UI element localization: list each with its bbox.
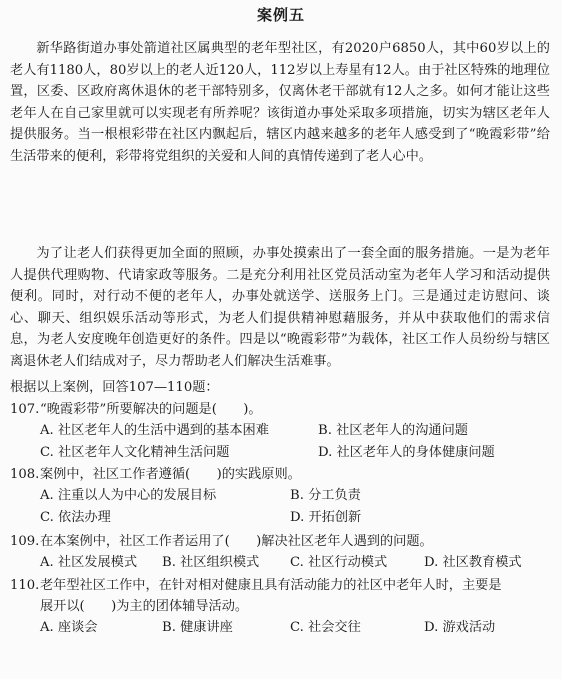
option-a[interactable]: A. 注重以人为中心的发展目标: [40, 488, 217, 503]
question-text: 案例中，社区工作者遵循( )的实践原则。: [40, 467, 301, 482]
option-d[interactable]: D. 社区老年人的身体健康问题: [318, 445, 495, 460]
option-b[interactable]: B. 健康讲座: [162, 620, 233, 635]
question-number: 108.: [10, 467, 40, 482]
question-options: [40, 442, 555, 464]
option-b[interactable]: B. 社区老年人的沟通问题: [318, 423, 468, 438]
questions-intro: 根据以上案例，回答107—110题：: [10, 380, 219, 395]
question-108: [10, 464, 555, 529]
question-stem: [10, 531, 555, 552]
question-options: [40, 420, 555, 442]
question-109: [10, 531, 555, 574]
option-d[interactable]: D. 开拓创新: [290, 510, 362, 525]
question-110: [10, 575, 555, 639]
question-options: [40, 552, 555, 574]
question-number: 109.: [10, 534, 40, 549]
question-stem: [10, 399, 555, 420]
option-d[interactable]: D. 社区教育模式: [424, 555, 522, 570]
option-b[interactable]: B. 分工负责: [290, 488, 361, 503]
question-number: 107.: [10, 402, 40, 417]
question-text-continued: 展开以( )为主的团体辅导活动。: [40, 599, 249, 614]
question-text: 老年型社区工作中，在针对相对健康且具有活动能力的社区中老年人时，主要是: [40, 578, 502, 593]
case-paragraph-2: 为了让老人们获得更加全面的照顾，办事处摸索出了一套全面的服务措施。一是为老年人提供代理购物、代请家政等服务。二是充分利用社区党员活动室为老年人学习和活动提供便利。同时，对行动不便的老年人，办事处就送学、送服务上门。三是通过走访慰问、谈心、聊天、组织娱乐活动等形式，为老人们提供精神慰藉服务，并从中获取他们的需求信息，为老人安度晚年创造更好的条件。四是以“晚霞彩带”为载体，社区工作人员纷纷与辖区离退休老人们结成对子，尽力帮助老人们解决生活难事。: [10, 246, 550, 369]
option-a[interactable]: A. 社区发展模式: [40, 555, 138, 570]
option-a[interactable]: A. 座谈会: [40, 620, 98, 635]
option-a[interactable]: A. 社区老年人的生活中遇到的基本困难: [40, 423, 269, 438]
question-number: 110.: [10, 578, 40, 593]
option-d[interactable]: D. 游戏活动: [424, 620, 496, 635]
option-c[interactable]: C. 社区老年人文化精神生活问题: [40, 445, 230, 460]
question-options: [40, 617, 555, 639]
question-options: [40, 485, 555, 507]
option-c[interactable]: C. 社会交往: [290, 620, 361, 635]
question-stem: [10, 575, 555, 596]
question-text: 在本案例中，社区工作者运用了( )解决社区老年人遇到的问题。: [40, 534, 433, 549]
option-c[interactable]: C. 社区行动模式: [290, 555, 388, 570]
option-c[interactable]: C. 依法办理: [40, 510, 111, 525]
case-paragraph-1: 新华路街道办事处箭道社区属典型的老年型社区，有2020户6850人，其中60岁以上的老人有1180人，80岁以上的老人近120人，112岁以上寿星有12人。由于社区特殊的地理位置，区委、区政府离休退休的老干部特别多，仅离休老干部就有12人之多。如何才能让这些老年人在自己家里就可以实现老有所养呢？该街道办事处采取多项措施，切实为辖区老年人提供服务。当一根根彩带在社区内飘起后，辖区内越来越多的老年人感受到了“晚霞彩带”给生活带来的便利，彩带将党组织的关爱和人间的真情传递到了老人心中。: [10, 41, 550, 164]
question-107: [10, 399, 555, 464]
question-stem: [10, 464, 555, 485]
question-options: [40, 507, 555, 529]
case-title: 案例五: [256, 6, 305, 24]
question-text: “晚霞彩带”所要解决的问题是( )。: [40, 402, 262, 417]
option-b[interactable]: B. 社区组织模式: [162, 555, 260, 570]
